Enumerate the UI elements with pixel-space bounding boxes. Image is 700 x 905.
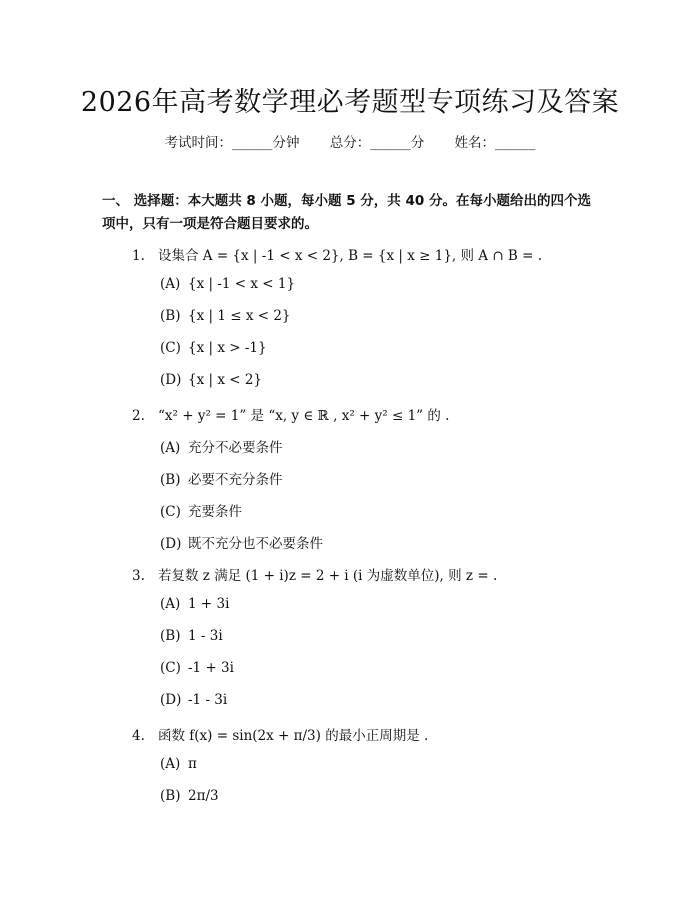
question-1-option-d [160, 372, 262, 388]
question-2-option-d [160, 532, 323, 552]
option-text: 2π/3 [188, 788, 219, 804]
question-4-option-b [160, 788, 219, 804]
option-text: 必要不充分条件 [188, 472, 283, 488]
question-1 [132, 244, 542, 264]
question-text: 若复数 z 满足 (1 + i)z = 2 + i (i 为虚数单位), 则 z = . [158, 568, 498, 584]
question-3-option-a [160, 596, 229, 612]
option-label: (A) [160, 756, 181, 772]
question-3 [132, 564, 497, 584]
option-text: {x | x < 2} [188, 372, 263, 388]
option-text: 充要条件 [188, 504, 242, 520]
option-label: (B) [160, 628, 181, 644]
page-title: 2026年高考数学理必考题型专项练习及答案 [80, 87, 620, 118]
option-text: -1 - 3i [188, 692, 228, 708]
question-4-option-a [160, 756, 197, 772]
option-text: {x | 1 ≤ x < 2} [188, 308, 291, 324]
question-3-option-d [160, 692, 227, 708]
question-text: 设集合 A = {x | -1 < x < 2}, B = {x | x ≥ 1}, 则 A ∩ B = . [158, 248, 543, 264]
option-label: (A) [160, 276, 181, 292]
exam-score: 总分：______分 [329, 135, 425, 151]
option-text: 1 - 3i [188, 628, 223, 644]
option-text: -1 + 3i [188, 660, 234, 676]
option-label: (D) [160, 692, 182, 708]
question-3-option-c [160, 660, 234, 676]
question-2-option-b [160, 468, 283, 488]
question-1-option-c [160, 340, 267, 356]
question-3-option-b [160, 628, 223, 644]
question-text: 函数 f(x) = sin(2x + π/3) 的最小正周期是 . [158, 728, 429, 744]
question-number: 1. [132, 248, 145, 264]
option-label: (B) [160, 472, 181, 488]
exam-time: 考试时间：______分钟 [164, 135, 300, 151]
option-label: (B) [160, 788, 181, 804]
exam-name: 姓名：______ [454, 135, 536, 151]
question-1-option-b [160, 308, 291, 324]
question-text: “x² + y² = 1” 是 “x, y ∈ ℝ , x² + y² ≤ 1” 的 . [158, 408, 450, 424]
question-1-option-a [160, 276, 295, 292]
option-text: π [188, 756, 197, 772]
question-2-option-c [160, 500, 242, 520]
option-label: (D) [160, 536, 182, 552]
option-label: (A) [160, 440, 181, 456]
question-4 [132, 724, 428, 744]
option-label: (A) [160, 596, 181, 612]
option-label: (D) [160, 372, 182, 388]
question-2 [132, 404, 449, 424]
section-heading: 一、 选择题：本大题共 8 小题，每小题 5 分，共 40 分。在每小题给出的四个选项中，只有一项是符合题目要求的。 [102, 193, 591, 232]
question-number: 4. [132, 728, 145, 744]
question-number: 2. [132, 408, 145, 424]
option-text: 既不充分也不必要条件 [188, 536, 323, 552]
option-text: {x | x > -1} [188, 340, 267, 356]
option-text: {x | -1 < x < 1} [188, 276, 296, 292]
option-text: 1 + 3i [188, 596, 230, 612]
question-number: 3. [132, 568, 145, 584]
option-text: 充分不必要条件 [188, 440, 283, 456]
option-label: (C) [160, 660, 181, 676]
option-label: (C) [160, 504, 181, 520]
question-2-option-a [160, 436, 283, 456]
option-label: (B) [160, 308, 181, 324]
option-label: (C) [160, 340, 181, 356]
exam-meta [0, 131, 700, 151]
